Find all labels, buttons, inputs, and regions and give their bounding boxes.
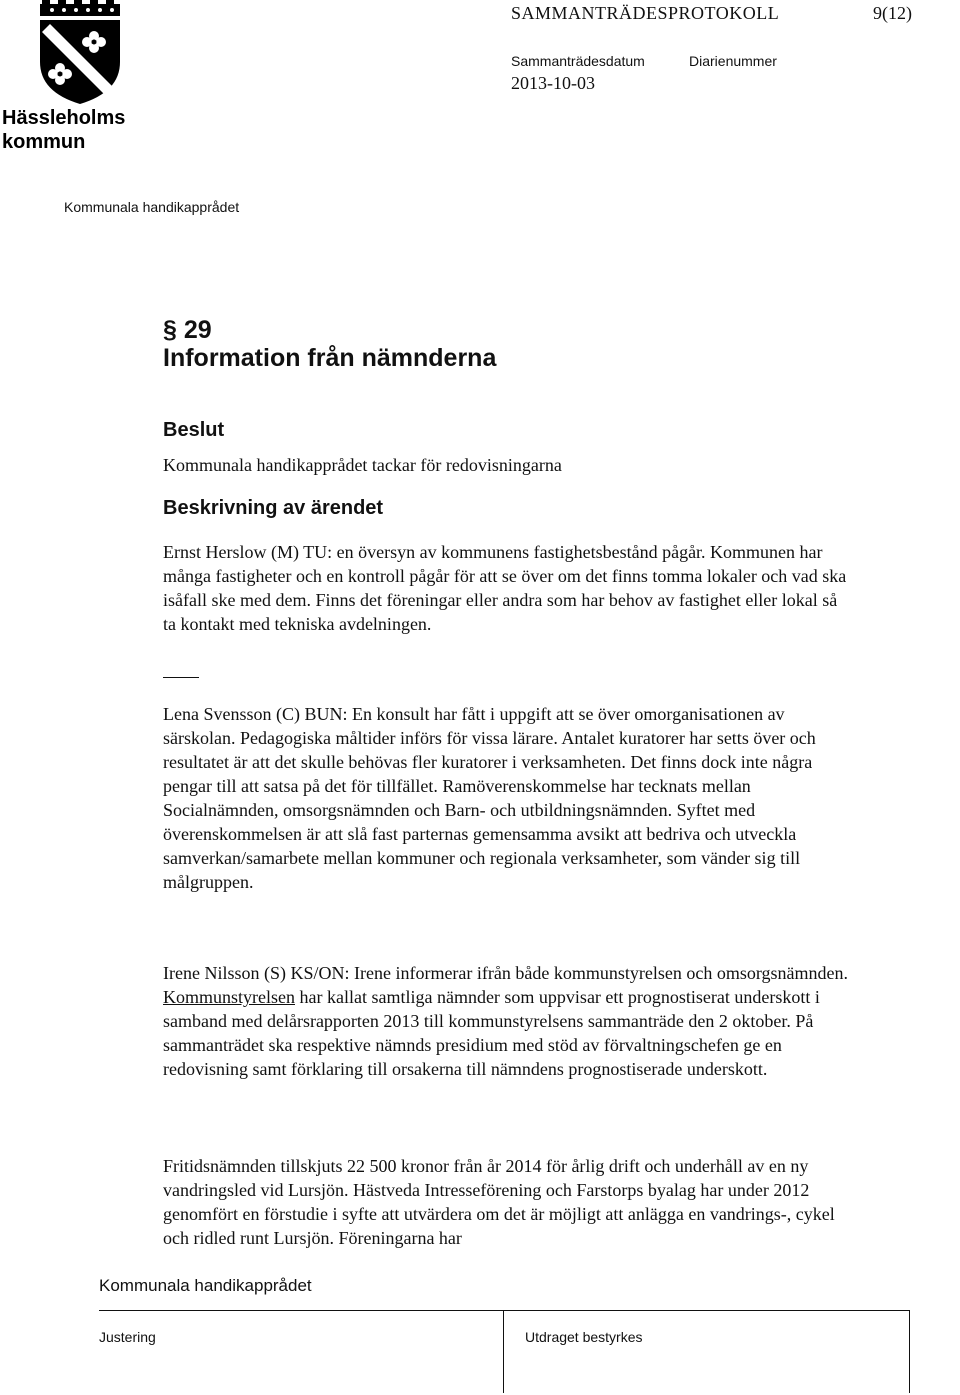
paragraph-budget-deficit <box>163 961 853 1081</box>
committee-name: Kommunala handikapprådet <box>64 199 240 215</box>
section-number: § 29 <box>163 316 212 344</box>
municipality-logo <box>2 0 152 160</box>
footer-divider <box>503 1310 504 1393</box>
kommunstyrelsen-link: Kommunstyrelsen <box>163 987 295 1007</box>
p3-rest: har kallat samtliga nämnder som uppvisar ett prognostiserat underskott i samband med delårsrapporten 2013 till kommunstyrelsens sammanträde den 2 oktober. På sammanträdet ska respektive nämnds presidium med stöd av förvaltningschefen ge en redovisning samt förklaring till orsakerna till nämndens prognostiserade underskott. <box>163 987 820 1079</box>
description-heading: Beskrivning av ärendet <box>163 497 384 519</box>
logo-name-line2: kommun <box>2 131 86 153</box>
p3-intro: Irene Nilsson (S) KS/ON: Irene informerar ifrån både kommunstyrelsen och omsorgsnämnden. <box>163 963 849 983</box>
paragraph-property-review: Ernst Herslow (M) TU: en översyn av kommunens fastighetsbestånd pågår. Kommunen har många fastigheter och en kontroll pågår för att se över om det finns tomma lokaler och vad ska isåfall ske med dem. Finns det föreningar eller andra som har behov av fastighet eller lokal så ta kontakt med tekniska avdelningen. <box>163 542 847 634</box>
certified-extract-label: Utdraget bestyrkes <box>525 1329 643 1345</box>
page-number: 9(12) <box>873 3 912 23</box>
registration-number-label: Diarienummer <box>689 53 777 69</box>
logo-name-line1: Hässleholms <box>2 107 126 129</box>
footer-rule <box>99 1310 909 1311</box>
decision-text: Kommunala handikapprådet tackar för redovisningarna <box>163 455 562 475</box>
footer-committee-name: Kommunala handikapprådet <box>99 1276 312 1295</box>
meeting-date-label: Sammanträdesdatum <box>511 53 645 69</box>
document-type: SAMMANTRÄDESPROTOKOLL <box>511 3 780 23</box>
paragraph-hiking-trail: Fritidsnämnden tillskjuts 22 500 kronor från år 2014 för årlig drift och underhåll av en ny vandringsled vid Lursjön. Hästveda Intresseförening och Farstorps byalag har under 2012 genomfört en förstudie i syfte att utvärdera om det är möjligt att anlägga en vandrings-, cykel och ridled runt Lursjön. Föreningarna har <box>163 1156 835 1248</box>
separator-dash <box>163 677 199 678</box>
coat-of-arms-icon <box>2 0 152 106</box>
meeting-date: 2013-10-03 <box>511 73 595 93</box>
justering-label: Justering <box>99 1329 156 1345</box>
section-title: Information från nämnderna <box>163 344 497 372</box>
decision-heading: Beslut <box>163 419 225 441</box>
footer-divider-right <box>909 1310 910 1393</box>
paragraph-special-school: Lena Svensson (C) BUN: En konsult har fått i uppgift att se över omorganisationen av särskolan. Pedagogiska måltider införs för vissa lärare. Antalet kuratorer har setts över och resultatet är att det skulle behövas fler kuratorer i verksamheten. Det finns dock inte några pengar till att satsa på det för tillfället. Ramöverenskommelse har tecknats mellan Socialnämnden, omsorgsnämnden och Barn- och utbildningsnämnden. Syftet med överenskommelsen är att slå fast parternas gemensamma avsikt att bedriva och utveckla samverkan/samarbete mellan kommuner och regionala verksamheter, som vänder sig till målgruppen. <box>163 704 816 892</box>
